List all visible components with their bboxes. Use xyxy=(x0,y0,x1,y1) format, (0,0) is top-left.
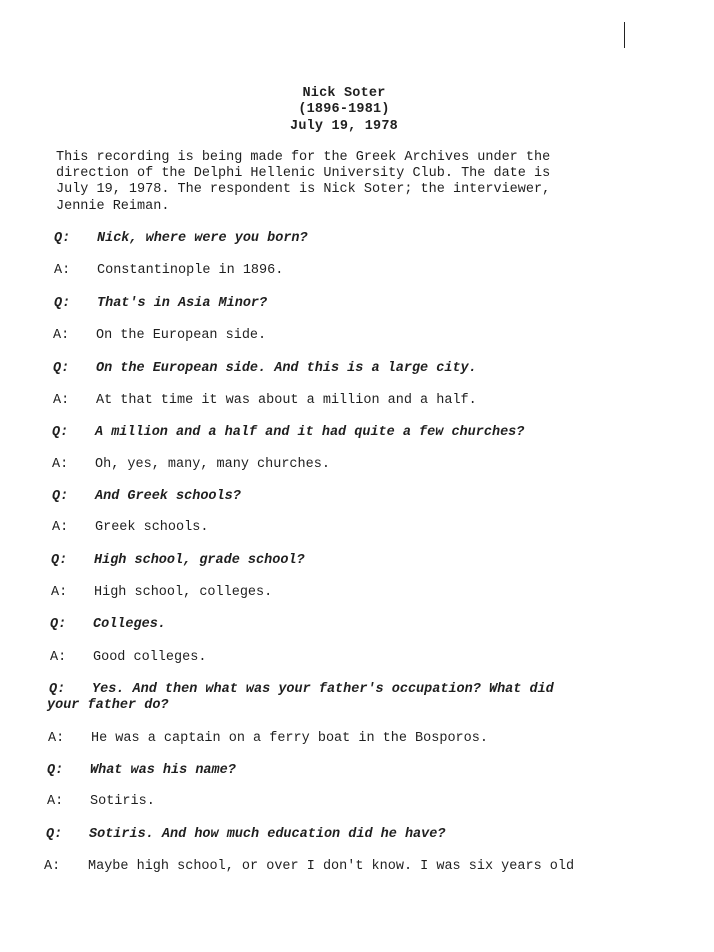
margin-mark xyxy=(624,22,625,48)
question-text: Nick, where were you born? xyxy=(97,231,308,246)
speaker-label: A: xyxy=(50,650,67,665)
answer-text: Oh, yes, many, many churches. xyxy=(95,457,330,472)
question-text: High school, grade school? xyxy=(94,553,305,568)
speaker-label: Q: xyxy=(49,682,66,697)
speaker-label: Q: xyxy=(50,617,67,632)
question-text: Sotiris. And how much education did he have? xyxy=(89,827,446,842)
answer-text: On the European side. xyxy=(96,328,267,343)
speaker-label: Q: xyxy=(46,827,63,842)
question-text: That's in Asia Minor? xyxy=(97,296,268,311)
question-text: Colleges. xyxy=(93,617,166,632)
speaker-label: Q: xyxy=(47,763,64,778)
speaker-label: Q: xyxy=(54,231,71,246)
respondent-years: (1896-1981) xyxy=(298,102,390,117)
interview-date: July 19, 1978 xyxy=(290,119,398,134)
speaker-label: Q: xyxy=(51,553,68,568)
question-text: A million and a half and it had quite a few churches? xyxy=(95,425,525,440)
answer-text: Constantinople in 1896. xyxy=(97,263,284,278)
speaker-label: Q: xyxy=(54,296,71,311)
speaker-label: A: xyxy=(47,794,64,809)
answer-text: Greek schools. xyxy=(95,520,209,535)
question-text: Yes. And then what was your father's occupation? What did xyxy=(92,682,554,697)
speaker-label: A: xyxy=(53,393,70,408)
speaker-label: Q: xyxy=(52,425,69,440)
question-text: What was his name? xyxy=(90,763,236,778)
speaker-label: A: xyxy=(52,457,69,472)
question-text: And Greek schools? xyxy=(95,489,241,504)
answer-text: He was a captain on a ferry boat in the Bosporos. xyxy=(91,731,488,746)
speaker-label: A: xyxy=(48,731,65,746)
speaker-label: A: xyxy=(51,585,68,600)
speaker-label: A: xyxy=(52,520,69,535)
answer-text: High school, colleges. xyxy=(94,585,273,600)
intro-paragraph: This recording is being made for the Greek Archives under the direction of the Delphi Hellenic University Club. The date is July 19, 1978. The respondent is Nick Soter; the interviewer, Jennie Reiman. xyxy=(56,150,551,214)
speaker-label: A: xyxy=(53,328,70,343)
answer-text: Maybe high school, or over I don't know. I was six years old xyxy=(88,859,575,874)
speaker-label: Q: xyxy=(52,489,69,504)
speaker-label: A: xyxy=(44,859,61,874)
answer-text: At that time it was about a million and a half. xyxy=(96,393,477,408)
speaker-label: Q: xyxy=(53,361,70,376)
speaker-label: A: xyxy=(54,263,71,278)
question-text: On the European side. And this is a large city. xyxy=(96,361,477,376)
respondent-name: Nick Soter xyxy=(302,86,386,101)
question-continuation: your father do? xyxy=(47,698,169,713)
answer-text: Good colleges. xyxy=(93,650,207,665)
answer-text: Sotiris. xyxy=(90,794,155,809)
